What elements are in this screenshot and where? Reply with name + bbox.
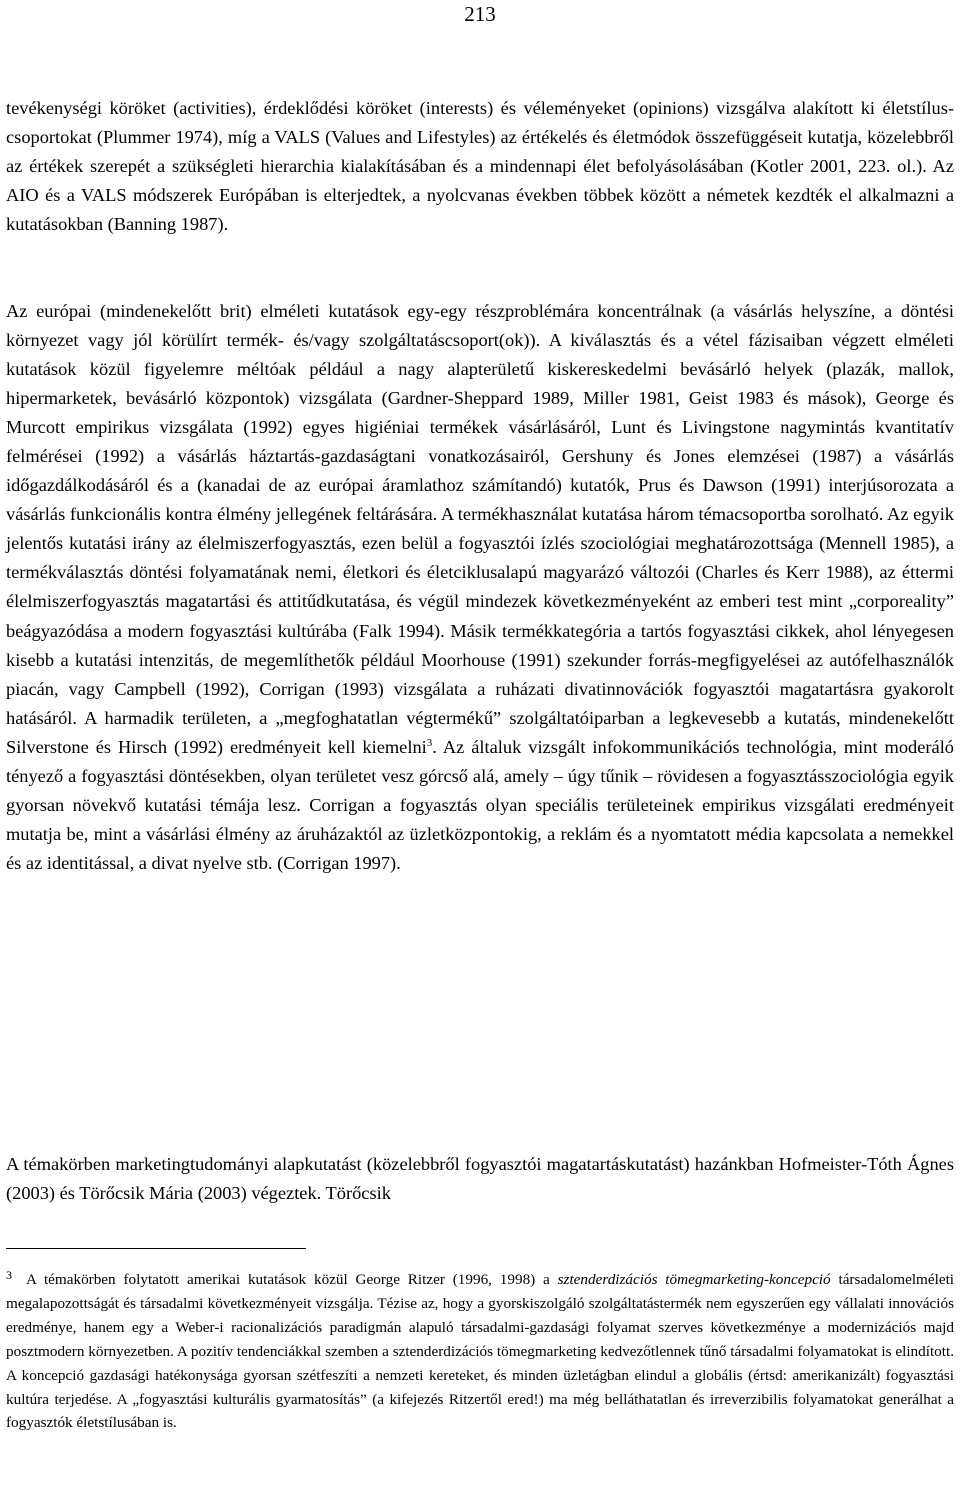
paragraph-2-text: Az európai (mindenekelőtt brit) elméleti kutatások egy-egy részproblémára koncentrálnak (a vásárlás helyszíne, a döntési környezet vagy jól körülírt termék- és/vagy szolgáltatáscsoport(ok)). A kiválasztás és a vétel fázisaiban végzett elméleti kutatások közül figyelemre méltóak például a nagy alapterületű kiskereskedelmi bevásárló helyek (plazák, mallok, hipermarketek, bevásárló központok) vizsgálata (Gardner-Sheppard 1989, Miller 1981, Geist 1983 és mások), George és Murcott empirikus vizsgálata (1992) egyes higiéniai termékek vásárlásáról, Lunt és Livingstone nagymintás kvantitatív felmérései (1992) a vásárlás háztartás-gazdaságtani vonatkozásairól, Gershuny és Jones elemzései (1987) a vásárlás időgazdálkodásáról és a (kanadai de az európai áramlathoz számítandó) kutatók, Prus és Dawson (1991) interjúsorozata a vásárlás funkcionális kontra élmény jellegének feltárására. A termékhasználat kutatása három témacsoportba sorolható. Az egyik jelentős kutatási irány az élelmiszerfogyasztás, ezen belül a fogyasztói ízlés szociológiai meghatározottsága (Mennell 1985), a termékválasztás döntési folyamatának nemi, életkori és életciklusalapú magyarázó változói (Charles és Kerr 1988), az éttermi élelmiszerfogyasztás magatartási és attitűdkutatása, és végül mindezek következményeként az emberi test mint „corporeality” beágyazódása a modern fogyasztási kultúrába (Falk 1994). Másik termékkategória a tartós fogyasztási cikkek, ahol lényegesen kisebb a kutatási intenzitás, de megemlíthetők például Moorhouse (1991) szekunder forrás-megfigyelései az autófelhasználók piacán, vagy Campbell (1992), Corrigan (1993) vizsgálata a ruházati divatinnovációk fogyasztói magatartásra gyakorolt hatásáról. A harmadik területen, a „megfoghatatlan végtermékű” szolgáltatóiparban a legkevesebb a kutatás, mindenekelőtt Silverstone és Hirsch (1992) eredményeit kell kiemelni <box>6 301 954 757</box>
page-number: 213 <box>464 2 496 26</box>
paragraph-3: A témakörben marketingtudományi alapkutatást (közelebbről fogyasztói magatartáskutatást) hazánkban Hofmeister-Tóth Ágnes (2003) és Törőcsik Mária (2003) végeztek. Törőcsik <box>6 1154 954 1204</box>
footnote-rest: társadalomelméleti megalapozottságát és társadalmi következményeit vizsgálja. Tézise az, hogy a gyorskiszolgáló szolgáltatástermék nem egyszerűen egy vállalati innovációs eredménye, hanem egy a Weber-i racionalizációs paradigmán alapuló társadalmi-gazdasági folyamat szerves következménye a modernizációs majd posztmodern környezetben. A pozitív tendenciákkal szemben a sztenderdizációs tömegmarketing kedvezőtlennek tűnő társadalmi folyamatokat is elindított. A koncepció gazdasági hatékonysága gyorsan szétfeszíti a nemzeti kereteket, és minden üzletágban elindul a globális (értsd: amerikanizált) fogyasztási kultúra terjedése. A „fogyasztási kulturális gyarmatosítás” (a kifejezés Ritzertől ered!) ma még belláthatatlan és irreverzibilis folyamatokat generálhat a fogyasztók életstílusában is. <box>6 1271 955 1432</box>
footnote-divider <box>6 1248 306 1249</box>
footnote-reference: 3 <box>426 736 433 749</box>
footnote-italic-term: sztenderdizációs tömegmarketing-koncepció <box>557 1271 831 1288</box>
paragraph-1: tevékenységi köröket (activities), érdeklődési köröket (interests) és véleményeket (opinions) vizsgálva alakított ki életstílus-csoportokat (Plummer 1974), míg a VALS (Values and Lifestyles) az értékelés és életmódok összefüggéseit kutatja, közelebbről az értékek szerepét a szükségleti hierarchia kialakításában és a mindennapi élet befolyásolásában (Kotler 2001, 223. ol.). Az AIO és a VALS módszerek Európában is elterjedtek, a nyolcvanas években többek között a németek kezdték el alkalmazni a kutatásokban (Banning 1987). <box>6 98 954 235</box>
footnote-lead: A témakörben folytatott amerikai kutatások közül George Ritzer (1996, 1998) a <box>26 1271 550 1288</box>
footnote <box>6 1264 954 1435</box>
paragraph-2: Az európai (mindenekelőtt brit) elméleti kutatások egy-egy részproblémára koncentrálnak (a vásárlás helyszíne, a döntési környezet vagy jól körülírt termék- és/vagy szolgáltatáscsoport(ok)). A kiválasztás és a vétel fázisaiban végzett elméleti kutatások közül figyelemre méltóak például a nagy alapterületű kiskereskedelmi bevásárló helyek (plazák, mallok, hipermarketek, bevásárló központok) vizsgálata (Gardner-Sheppard 1989, Miller 1981, Geist 1983 és mások), George és Murcott empirikus vizsgálata (1992) egyes higiéniai termékek vásárlásáról, Lunt és Livingstone nagymintás kvantitatív felmérései (1992) a vásárlás háztartás-gazdaságtani vonatkozásairól, Gershuny és Jones elemzései (1987) a vásárlás időgazdálkodásáról és a (kanadai de az európai áramlathoz számítandó) kutatók, Prus és Dawson (1991) interjúsorozata a vásárlás funkcionális kontra élmény jellegének feltárására. A termékhasználat kutatása három témacsoportba sorolható. Az egyik jelentős kutatási irány az élelmiszerfogyasztás, ezen belül a fogyasztói ízlés szociológiai meghatározottsága (Mennell 1985), a termékválasztás döntési folyamatának nemi, életkori és életciklusalapú magyarázó változói (Charles és Kerr 1988), az éttermi élelmiszerfogyasztás magatartási és attitűdkutatása, és végül mindezek következményeként az emberi test mint „corporeality” beágyazódása a modern fogyasztási kultúrába (Falk 1994). Másik termékkategória a tartós fogyasztási cikkek, ahol lényegesen kisebb a kutatási intenzitás, de megemlíthetők például Moorhouse (1991) szekunder forrás-megfigyelései az autófelhasználók piacán, vagy Campbell (1992), Corrigan (1993) vizsgálata a ruházati divatinnovációk fogyasztói magatartásra gyakorolt hatásáról. A harmadik területen, a „megfoghatatlan végtermékű” szolgáltatóiparban a legkevesebb a kutatás, mindenekelőtt Silverstone és Hirsch (1992) eredményeit kell kiemelni$^3$. Az általuk vizsgált infokommunikációs technológia, mint moderáló tényező a fogyasztási döntésekben, olyan területet vesz górcső alá, amely – úgy tűnik – rövidesen a fogyasztásszociológia egyik gyorsan növekvő kutatási témája lesz. Corrigan a fogyasztás olyan speciális területeinek empirikus vizsgálati eredményeit mutatja be, mint a vásárlási élmény az áruházaktól az üzletközpontokig, a reklám és a nyomtatott média kapcsolata a nemekkel és az identitással, a divat nyelve stb. (Corrigan 1997). <box>6 301 954 873</box>
footnote-number: 3 <box>6 1268 12 1282</box>
paragraph-2-continuation: Az általuk vizsgált infokommunikációs technológia, mint moderáló tényező a fogyasztási döntésekben, olyan területet vesz górcső alá, amely – úgy tűnik – rövidesen a fogyasztásszociológia egyik gyorsan növekvő kutatási témája lesz. Corrigan a fogyasztás olyan speciális területeinek empirikus vizsgálati eredményeit mutatja be, mint a vásárlási élmény az áruházaktól az üzletközpontokig, a reklám és a nyomtatott média kapcsolata a nemekkel és az identitással, a divat nyelve stb. (Corrigan 1997). <box>6 736 954 873</box>
